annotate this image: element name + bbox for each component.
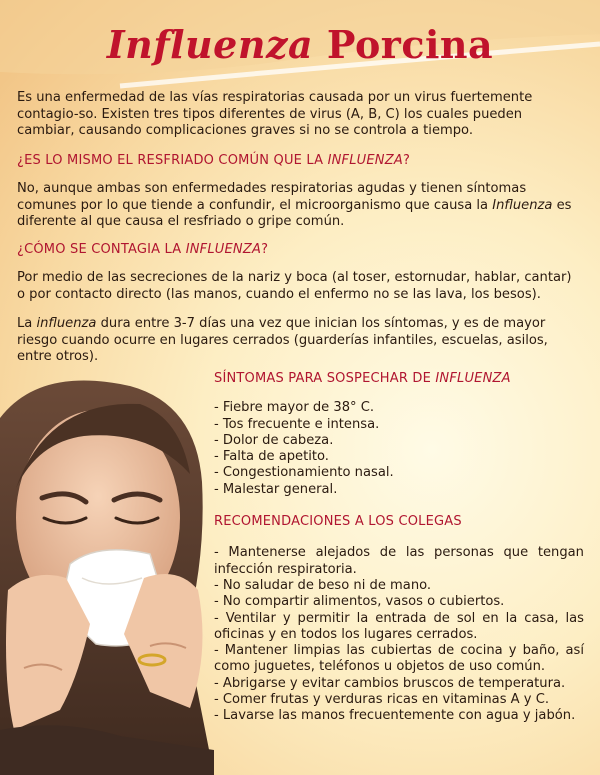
question-resfriado-em: INFLUENZA (327, 152, 403, 168)
main-content (17, 90, 583, 366)
question-contagio (17, 242, 583, 259)
answer-resfriado-text: No, aunque ambas son enfermedades respiratorias agudas y tienen síntomas comunes por lo que tiende a confundir, el microorganismo que causa la (17, 181, 527, 213)
answer-resfriado-end: es diferente al que causa el resfriado o gripe común. (17, 197, 572, 229)
symptoms-heading (214, 371, 584, 387)
list-item: - Congestionamiento nasal. (214, 465, 394, 481)
list-item: - Abrigarse y evitar cambios bruscos de temperatura. (214, 675, 566, 691)
title-word-porcina: Porcina (326, 22, 494, 67)
duration-em: influenza (36, 316, 97, 331)
question-contagio-end: ? (261, 241, 269, 257)
symptoms-heading-text: SÍNTOMAS PARA SOSPECHAR DE (214, 371, 436, 386)
question-resfriado-end: ? (402, 152, 411, 168)
answer-resfriado (17, 181, 583, 231)
symptoms-heading-em: INFLUENZA (435, 371, 511, 386)
list-item: - Mantener limpias las cubiertas de cocina y baño, así como juguetes, teléfonos u objetos de uso común. (214, 643, 584, 675)
question-resfriado (17, 153, 583, 170)
title-word-influenza: Influenza (106, 22, 314, 67)
duration-paragraph (17, 316, 583, 366)
sneezing-woman-illustration (0, 378, 214, 775)
intro-paragraph: Es una enfermedad de las vías respiratorias causada por un virus fuertemente contagio-so. Existen tres tipos diferentes de virus (A, B, C) los cuales pueden cambiar, causando complicaciones graves si no se controla a tiempo. (17, 90, 533, 138)
duration-text-end: dura entre 3-7 días una vez que inician los síntomas, y es de mayor riesgo cuando ocurre en lugares cerrados (guarderías infantiles, escuelas, asilos, entre otros). (17, 316, 548, 364)
list-item: - Comer frutas y verduras ricas en vitaminas A y C. (214, 692, 550, 708)
list-item: - Falta de apetito. (214, 449, 329, 465)
page-title (0, 22, 600, 67)
list-item: - Malestar general. (214, 481, 338, 497)
question-contagio-em: INFLUENZA (185, 241, 262, 257)
duration-text-start: La (17, 316, 37, 331)
list-item: - No compartir alimentos, vasos o cubiertos. (214, 594, 505, 610)
list-item: - Tos frecuente e intensa. (214, 416, 380, 432)
recommendations-heading: RECOMENDACIONES A LOS COLEGAS (214, 514, 462, 530)
list-item: - Lavarse las manos frecuentemente con agua y jabón. (214, 708, 576, 724)
list-item: - Dolor de cabeza. (214, 432, 334, 448)
list-item: - Fiebre mayor de 38° C. (214, 400, 375, 416)
symptoms-list (214, 400, 584, 498)
question-contagio-text: ¿CÓMO SE CONTAGIA LA (17, 241, 186, 257)
right-column (214, 371, 584, 725)
recommendations-list (214, 545, 584, 724)
list-item: - Ventilar y permitir la entrada de sol en la casa, las oficinas y en todos los lugares cerrados. (214, 610, 584, 642)
answer-contagio: Por medio de las secreciones de la nariz y boca (al toser, estornudar, hablar, cantar) o por contacto directo (las manos, cuando el enfermo no se las lava, los besos). (17, 270, 572, 302)
answer-resfriado-em: Influenza (492, 197, 553, 213)
list-item: - Mantenerse alejados de las personas que tengan infección respiratoria. (214, 545, 584, 577)
list-item: - No saludar de beso ni de mano. (214, 577, 432, 593)
question-resfriado-text: ¿ES LO MISMO EL RESFRIADO COMÚN QUE LA (17, 152, 328, 168)
